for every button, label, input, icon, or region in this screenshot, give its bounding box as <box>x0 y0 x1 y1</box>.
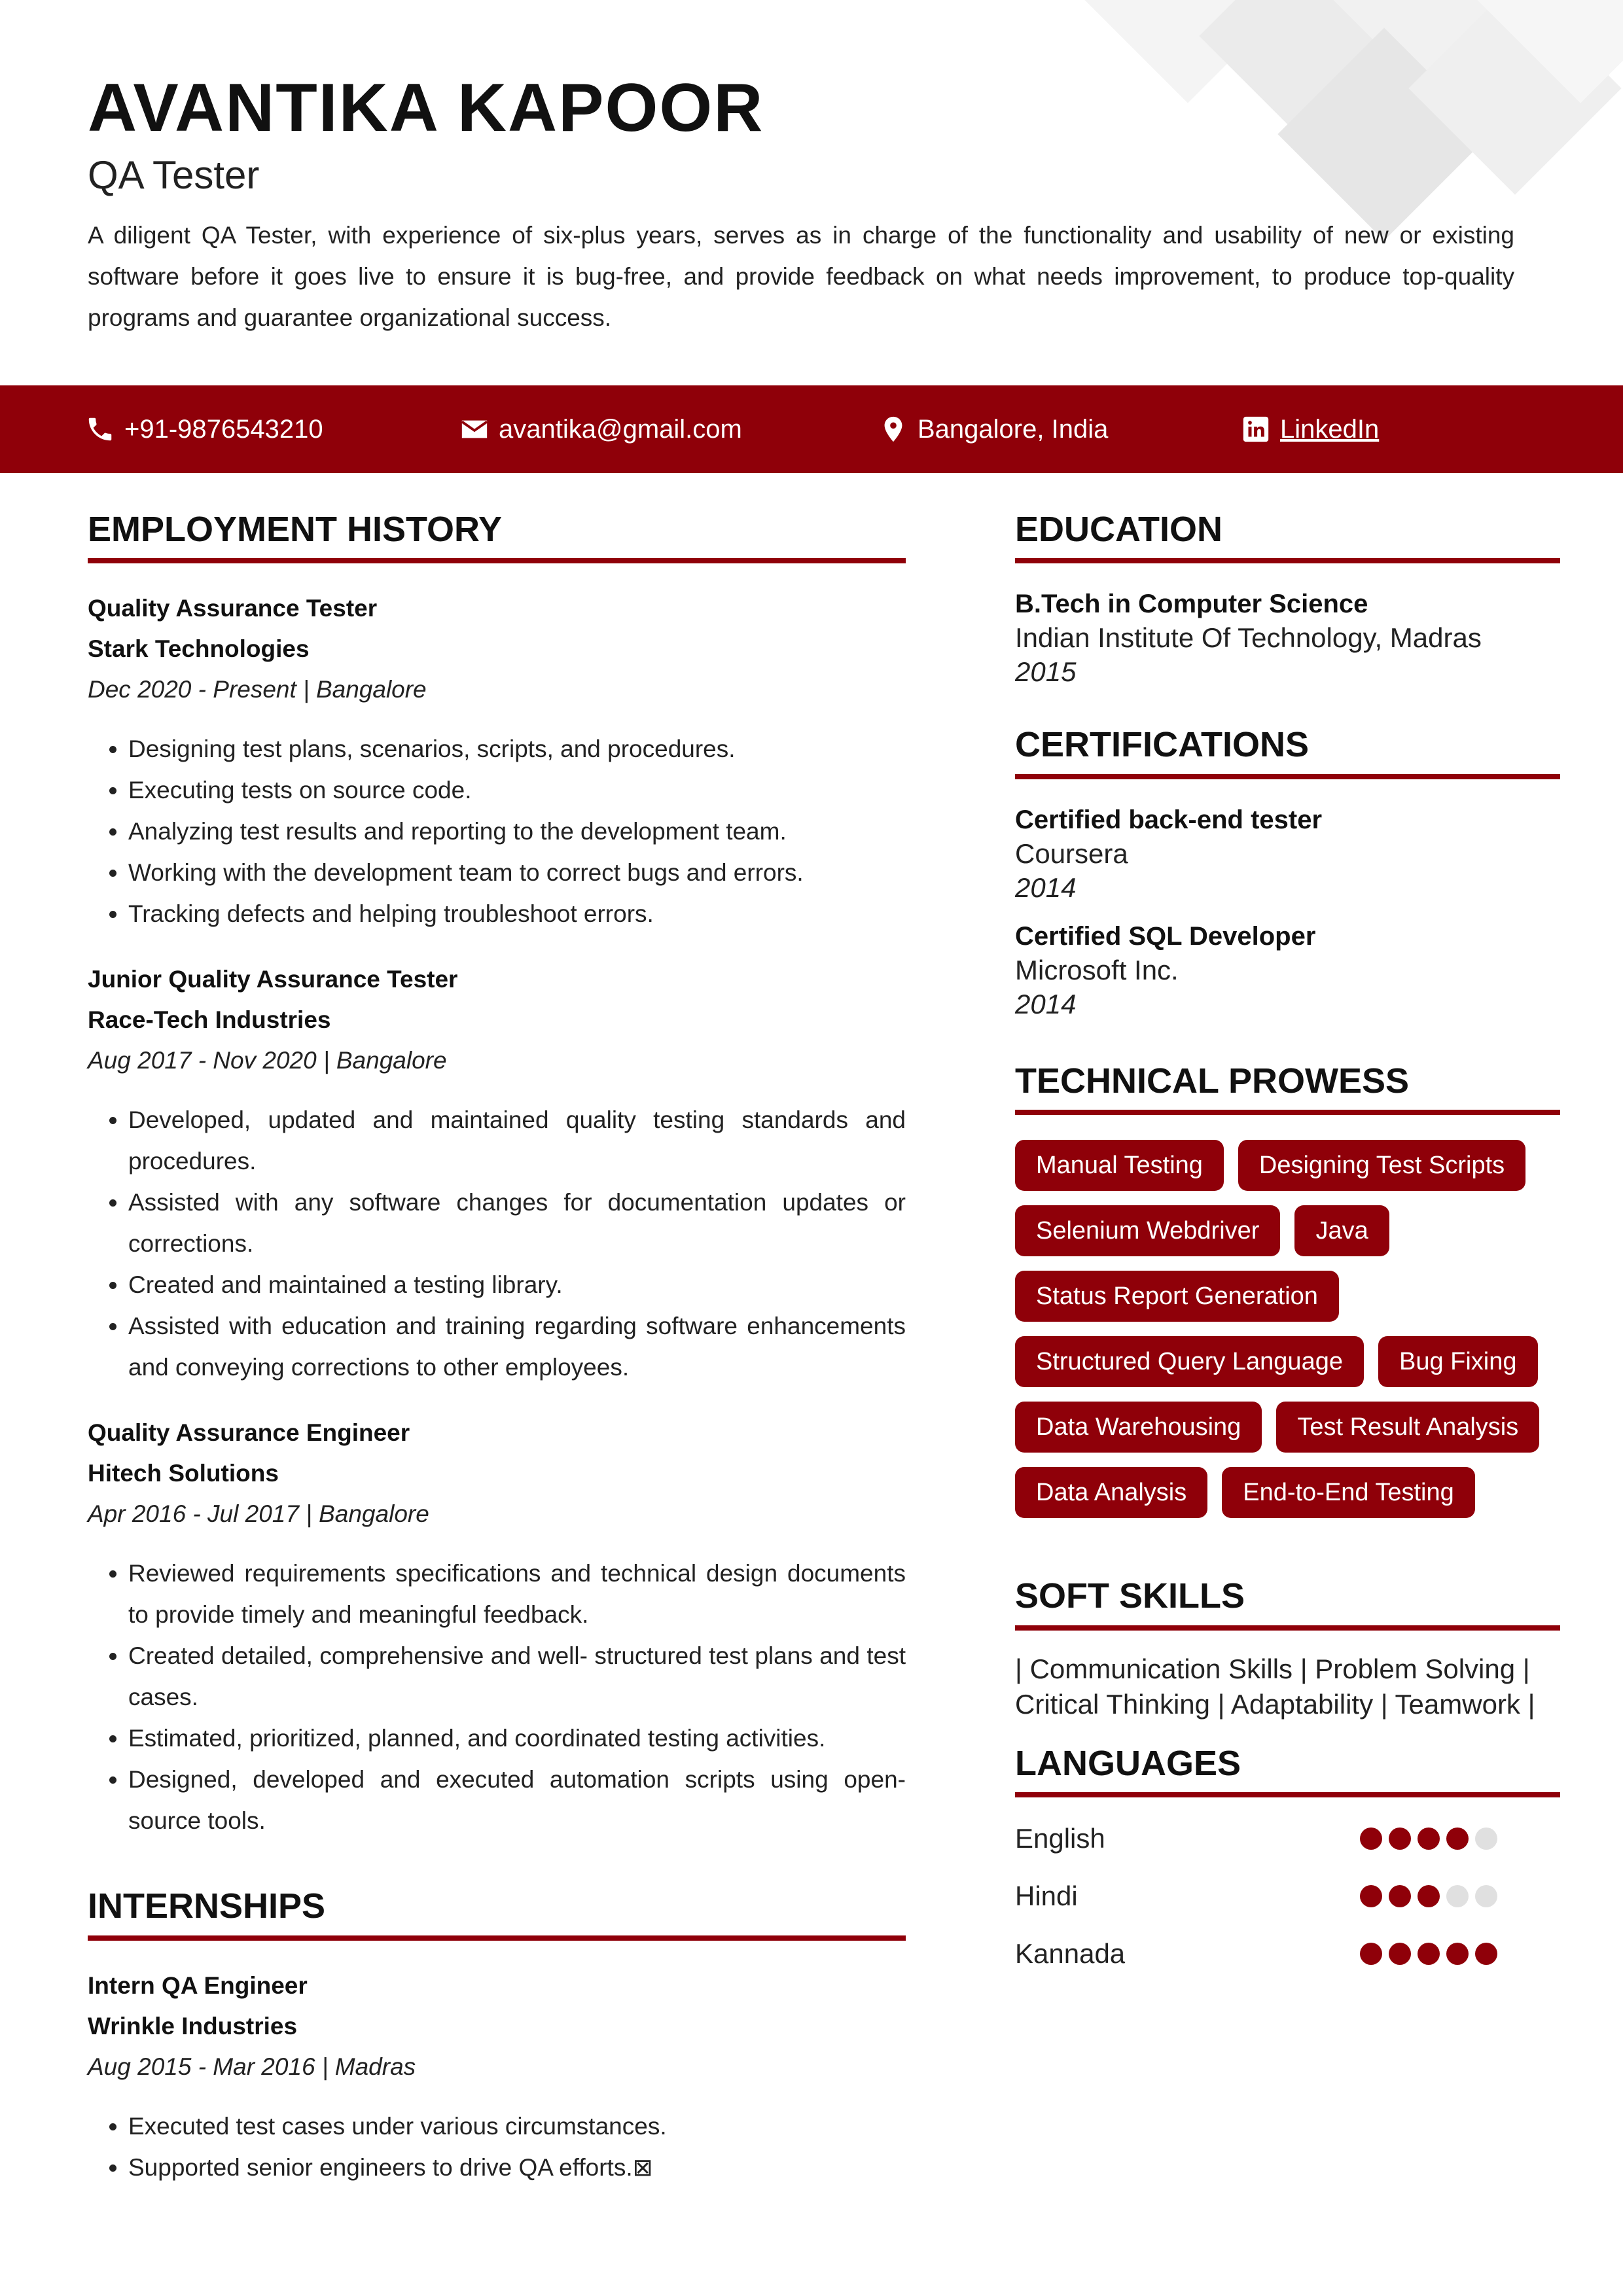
job-company: Stark Technologies <box>88 635 310 663</box>
language-name: English <box>1015 1822 1105 1854</box>
education-entry <box>1015 587 1560 689</box>
job-dates-location: Aug 2017 - Nov 2020 | Bangalore <box>88 1047 447 1074</box>
contact-bar <box>0 385 1623 473</box>
job-company: Hitech Solutions <box>88 1460 279 1487</box>
location-text: Bangalore, India <box>918 414 1109 444</box>
education-school: Indian Institute Of Technology, Madras <box>1015 622 1482 654</box>
proficiency-dot-filled <box>1446 1828 1469 1850</box>
education-degree: B.Tech in Computer Science <box>1015 590 1368 619</box>
job-entry <box>88 1413 906 1841</box>
proficiency-rating <box>1360 1828 1497 1850</box>
location-pin-icon <box>878 414 908 444</box>
job-bullet: • Analyzing test results and reporting to the development team. <box>128 811 906 852</box>
education-year: 2015 <box>1015 656 1077 688</box>
certification-year: 2014 <box>1015 872 1077 903</box>
job-bullet: • Estimated, prioritized, planned, and coordinated testing activities. <box>128 1718 906 1759</box>
candidate-role: QA Tester <box>88 153 260 198</box>
language-name: Hindi <box>1015 1880 1078 1911</box>
phone-icon <box>85 414 115 444</box>
certification-entry <box>1015 803 1560 905</box>
linkedin-icon <box>1241 414 1271 444</box>
job-dates-location: Dec 2020 - Present | Bangalore <box>88 676 427 703</box>
job-bullet: • Executed test cases under various circumstances. <box>128 2106 906 2147</box>
job-bullet: • Reviewed requirements specifications and technical design documents to provide timely and meaningful feedback. <box>128 1553 906 1635</box>
proficiency-rating <box>1360 1885 1497 1907</box>
right-column <box>1015 510 1560 1973</box>
internship-list <box>88 1966 906 2188</box>
language-name: Kannada <box>1015 1937 1126 1969</box>
job-bullet: • Supported senior engineers to drive QA efforts.⊠ <box>128 2147 906 2188</box>
job-company: Race-Tech Industries <box>88 1006 331 1034</box>
proficiency-dot-empty <box>1446 1885 1469 1907</box>
contact-email[interactable] <box>459 414 742 444</box>
proficiency-dot-filled <box>1360 1885 1382 1907</box>
certification-name: Certified back-end tester <box>1015 805 1323 834</box>
certification-entry <box>1015 919 1560 1021</box>
job-bullet: • Tracking defects and helping troubleshoot errors. <box>128 893 906 934</box>
linkedin-link[interactable]: LinkedIn <box>1280 414 1380 444</box>
section-title-languages: LANGUAGES <box>1015 1744 1560 1797</box>
job-bullet: • Working with the development team to correct bugs and errors. <box>128 852 906 893</box>
job-bullet: • Created and maintained a testing library. <box>128 1264 906 1305</box>
skill-tag: Selenium Webdriver <box>1015 1205 1280 1256</box>
left-column <box>88 510 906 2188</box>
proficiency-dot-empty <box>1475 1828 1497 1850</box>
language-list <box>1015 1820 1560 1973</box>
section-title-technical: TECHNICAL PROWESS <box>1015 1062 1560 1115</box>
certification-issuer: Coursera <box>1015 838 1128 869</box>
certification-issuer: Microsoft Inc. <box>1015 954 1179 985</box>
job-entry <box>88 588 906 934</box>
job-bullet-list <box>88 1553 906 1841</box>
section-title-education: EDUCATION <box>1015 510 1560 563</box>
job-company: Wrinkle Industries <box>88 2012 298 2040</box>
job-bullet-list <box>88 728 906 934</box>
job-bullet: • Created detailed, comprehensive and well- structured test plans and test cases. <box>128 1635 906 1718</box>
job-entry <box>88 1966 906 2188</box>
phone-text: +91-9876543210 <box>124 414 323 444</box>
contact-linkedin[interactable] <box>1241 414 1379 444</box>
contact-location <box>878 414 1108 444</box>
job-title: Quality Assurance Tester <box>88 595 378 622</box>
candidate-name: AVANTIKA KAPOOR <box>88 70 764 146</box>
profile-summary: A diligent QA Tester, with experience of six-plus years, serves as in charge of the functionality and usability of new or existing software before it goes live to ensure it is bug-free, and provide feedback on what needs improvement, to produce top-quality programs and guarantee organizational success. <box>88 222 1514 332</box>
proficiency-dot-filled <box>1418 1828 1440 1850</box>
soft-skills-text: | Communication Skills | Problem Solving | Critical Thinking | Adaptability | Teamwork | <box>1015 1653 1535 1720</box>
language-row <box>1015 1935 1560 1973</box>
job-bullet: • Assisted with any software changes for documentation updates or corrections. <box>128 1182 906 1264</box>
certification-name: Certified SQL Developer <box>1015 921 1316 951</box>
skill-tag: Java <box>1294 1205 1389 1256</box>
proficiency-dot-filled <box>1360 1943 1382 1965</box>
skill-tag: Structured Query Language <box>1015 1336 1364 1387</box>
skill-tag: Test Result Analysis <box>1276 1402 1539 1453</box>
certification-list <box>1015 803 1560 1021</box>
skill-tag: Bug Fixing <box>1378 1336 1538 1387</box>
proficiency-dot-filled <box>1475 1943 1497 1965</box>
job-bullet: • Developed, updated and maintained quality testing standards and procedures. <box>128 1099 906 1182</box>
job-title: Intern QA Engineer <box>88 1971 308 1999</box>
job-bullet: • Executing tests on source code. <box>128 769 906 811</box>
proficiency-dot-filled <box>1389 1943 1411 1965</box>
job-bullet-list <box>88 2106 906 2188</box>
section-title-employment: EMPLOYMENT HISTORY <box>88 510 906 563</box>
skill-tag: Manual Testing <box>1015 1140 1224 1191</box>
skill-tag: Data Warehousing <box>1015 1402 1262 1453</box>
resume-header <box>88 71 1514 338</box>
job-title: Junior Quality Assurance Tester <box>88 966 458 993</box>
contact-phone[interactable] <box>85 414 323 444</box>
proficiency-dot-filled <box>1360 1828 1382 1850</box>
proficiency-dot-filled <box>1389 1885 1411 1907</box>
email-text: avantika@gmail.com <box>499 414 742 444</box>
section-title-certifications: CERTIFICATIONS <box>1015 726 1560 779</box>
section-title-internships: INTERNSHIPS <box>88 1887 906 1940</box>
job-bullet: • Designing test plans, scenarios, scripts, and procedures. <box>128 728 906 769</box>
envelope-icon <box>459 414 490 444</box>
proficiency-rating <box>1360 1943 1497 1965</box>
employment-list <box>88 588 906 1841</box>
skill-tag: Status Report Generation <box>1015 1271 1339 1322</box>
proficiency-dot-filled <box>1446 1943 1469 1965</box>
job-title: Quality Assurance Engineer <box>88 1419 410 1447</box>
job-bullet-list <box>88 1099 906 1388</box>
skill-tag: Data Analysis <box>1015 1467 1207 1518</box>
job-dates-location: Apr 2016 - Jul 2017 | Bangalore <box>88 1500 429 1528</box>
proficiency-dot-filled <box>1418 1943 1440 1965</box>
job-bullet: • Designed, developed and executed automation scripts using open-source tools. <box>128 1759 906 1841</box>
skill-tag: End-to-End Testing <box>1222 1467 1475 1518</box>
job-entry <box>88 959 906 1388</box>
proficiency-dot-empty <box>1475 1885 1497 1907</box>
language-row <box>1015 1820 1560 1858</box>
certification-year: 2014 <box>1015 988 1077 1019</box>
job-bullet: • Assisted with education and training regarding software enhancements and conveying corrections to other employees. <box>128 1305 906 1388</box>
language-row <box>1015 1877 1560 1915</box>
section-title-soft-skills: SOFT SKILLS <box>1015 1577 1560 1630</box>
job-dates-location: Aug 2015 - Mar 2016 | Madras <box>88 2053 416 2080</box>
proficiency-dot-filled <box>1418 1885 1440 1907</box>
skill-tag: Designing Test Scripts <box>1238 1140 1525 1191</box>
proficiency-dot-filled <box>1389 1828 1411 1850</box>
technical-skill-list <box>1015 1140 1560 1518</box>
